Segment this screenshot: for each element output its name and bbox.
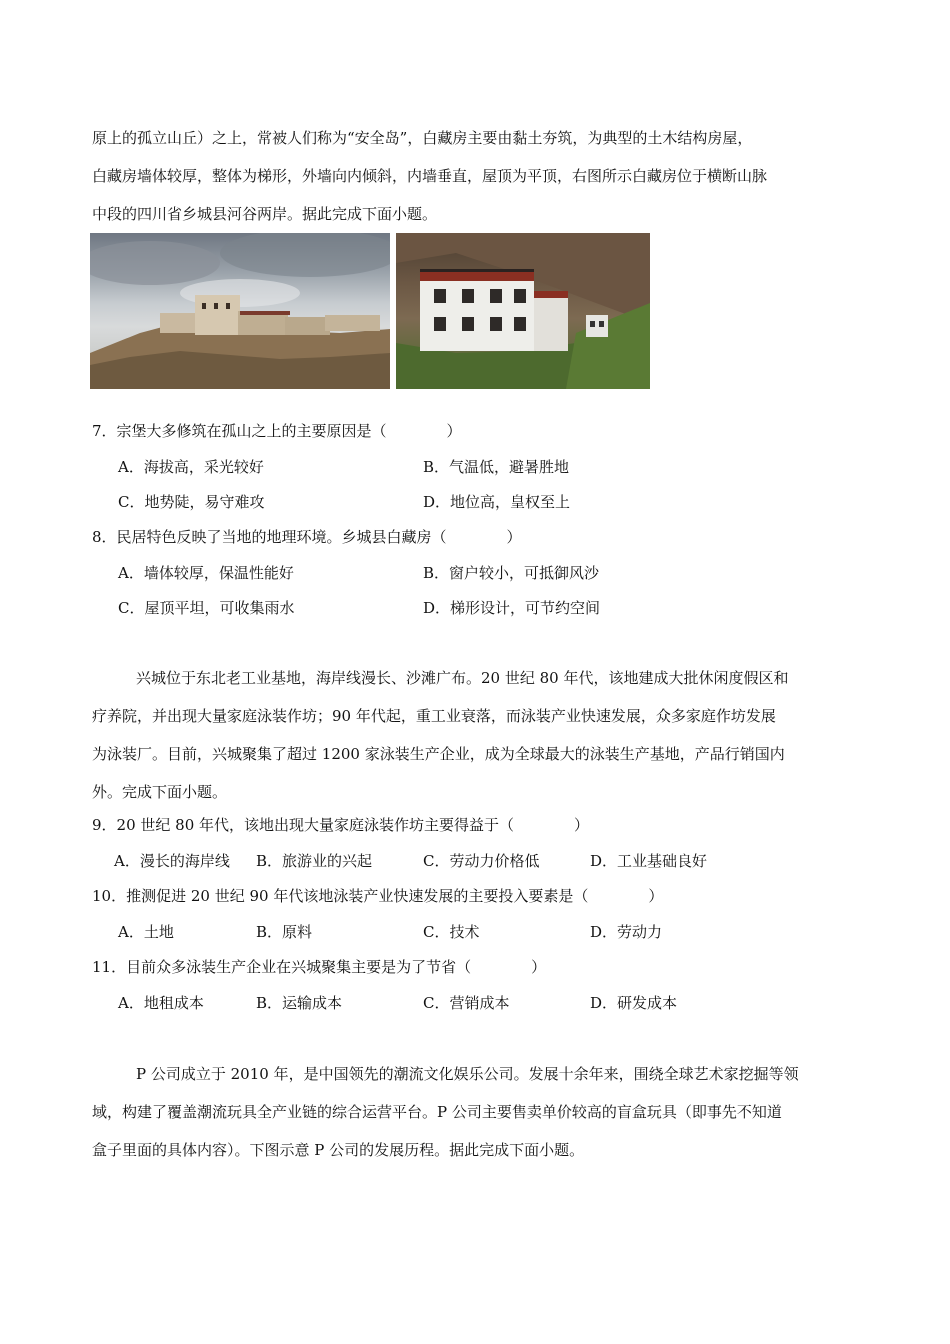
question-11-option-d[interactable]: D．研发成本 [590,994,678,1012]
question-8-option-d[interactable]: D．梯形设计，可节约空间 [423,599,601,617]
question-7-stem: 7．宗堡大多修筑在孤山之上的主要原因是（ ） [92,422,462,440]
question-9-option-c[interactable]: C．劳动力价格低 [423,852,540,870]
question-10-stem: 10．推测促进 20 世纪 90 年代该地泳装产业快速发展的主要投入要素是（ ） [92,887,664,905]
question-8-option-b[interactable]: B．窗户较小，可抵御风沙 [423,564,600,582]
passage2-line-1: 兴城位于东北老工业基地，海岸线漫长、沙滩广布。20 世纪 80 年代，该地建成大批休闲度假区和 [136,669,789,687]
question-10-option-d[interactable]: D．劳动力 [590,923,663,941]
question-9-option-a[interactable]: A．漫长的海岸线 [114,852,230,870]
passage1-line-2: 白藏房墙体较厚，整体为梯形，外墙向内倾斜，内墙垂直，屋顶为平顶，右图所示白藏房位于横断山脉 [92,167,768,185]
question-10-option-b[interactable]: B．原料 [256,923,313,941]
question-11-option-c[interactable]: C．营销成本 [423,994,510,1012]
house-illustration [396,233,650,389]
question-9-stem: 9．20 世纪 80 年代，该地出现大量家庭泳装作坊主要得益于（ ） [92,816,590,834]
passage2-line-4: 外。完成下面小题。 [92,783,228,801]
question-7-option-d[interactable]: D．地位高，皇权至上 [423,493,571,511]
question-9-option-b[interactable]: B．旅游业的兴起 [256,852,373,870]
question-10-option-c[interactable]: C．技术 [423,923,480,941]
question-11-stem: 11．目前众多泳装生产企业在兴城聚集主要是为了节省（ ） [92,958,547,976]
question-7-option-a[interactable]: A．海拔高，采光较好 [118,458,264,476]
question-9-option-d[interactable]: D．工业基础良好 [590,852,708,870]
fortress-illustration [90,233,390,389]
question-8-option-a[interactable]: A．墙体较厚，保温性能好 [118,564,294,582]
question-7-option-b[interactable]: B．气温低，避暑胜地 [423,458,570,476]
question-7-option-c[interactable]: C．地势陡，易守难攻 [118,493,265,511]
passage3-line-1: P 公司成立于 2010 年，是中国领先的潮流文化娱乐公司。发展十余年来，围绕全球艺术家挖掘等领 [136,1065,799,1083]
passage3-line-2: 域，构建了覆盖潮流玩具全产业链的综合运营平台。P 公司主要售卖单价较高的盲盒玩具（即事先不知道 [92,1103,782,1121]
passage2-line-2: 疗养院，并出现大量家庭泳装作坊；90 年代起，重工业衰落，而泳装产业快速发展，众多家庭作坊发展 [92,707,776,725]
white-tibetan-house-photo [396,233,650,389]
question-10-option-a[interactable]: A．土地 [118,923,174,941]
passage2-line-3: 为泳装厂。目前，兴城聚集了超过 1200 家泳装生产企业，成为全球最大的泳装生产基地，产品行销国内 [92,745,785,763]
passage1-line-1: 原上的孤立山丘）之上，常被人们称为“安全岛”，白藏房主要由黏土夯筑，为典型的土木结构房屋， [92,129,753,147]
question-8-option-c[interactable]: C．屋顶平坦，可收集雨水 [118,599,295,617]
question-11-option-a[interactable]: A．地租成本 [118,994,204,1012]
passage1-line-3: 中段的四川省乡城县河谷两岸。据此完成下面小题。 [92,205,438,223]
fortress-photo [90,233,390,389]
passage3-line-3: 盒子里面的具体内容）。下图示意 P 公司的发展历程。据此完成下面小题。 [92,1141,585,1159]
question-8-stem: 8．民居特色反映了当地的地理环境。乡城县白藏房（ ） [92,528,522,546]
question-11-option-b[interactable]: B．运输成本 [256,994,343,1012]
